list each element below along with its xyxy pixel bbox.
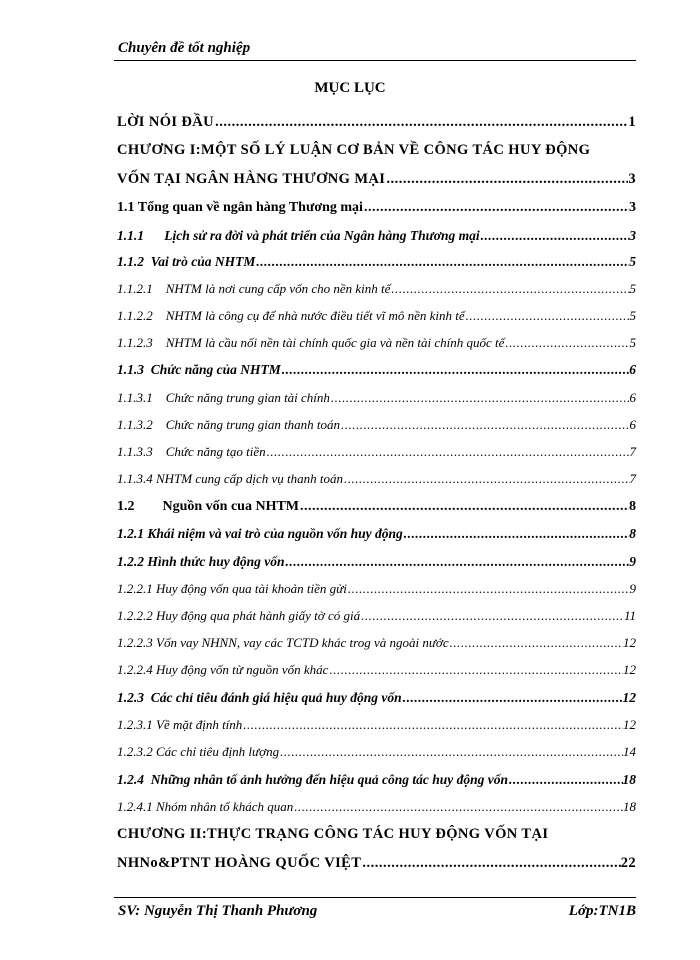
toc-entry-page: 5 (629, 308, 636, 323)
toc-entry[interactable] (117, 738, 636, 766)
toc-entry-page: 6 (629, 390, 636, 405)
toc-dot-leader (343, 465, 629, 493)
toc-entry-page: 18 (622, 772, 636, 787)
toc-entry[interactable] (117, 493, 636, 520)
toc-entry-title: 1.1.1 Lịch sử ra đời và phát triển của Ngân hàng Thương mại (117, 228, 480, 243)
toc-entry-title: 1.2.2.4 Huy động vốn từ nguồn vốn khác (117, 662, 329, 677)
toc-entry[interactable] (117, 356, 636, 384)
toc-dot-leader (330, 384, 630, 411)
toc-dot-leader (285, 548, 630, 575)
toc-dot-leader (279, 738, 623, 766)
toc-dot-leader (293, 793, 623, 820)
toc-entry-page: 6 (629, 417, 636, 432)
toc-entry-page: 5 (629, 254, 636, 269)
toc-dot-leader (465, 302, 630, 329)
toc-entry-page: 9 (629, 581, 636, 596)
toc-entry[interactable] (117, 108, 636, 136)
toc-entry-page: 5 (629, 281, 636, 296)
toc-entry[interactable] (117, 222, 636, 249)
toc-entry-title: 1.1.3.1 Chức năng trung gian tài chính (117, 390, 330, 405)
toc-entry[interactable] (117, 302, 636, 329)
toc-entry-title: LỜI NÓI ĐẦU (117, 114, 215, 130)
toc-entry-page: 14 (623, 744, 636, 759)
toc-entry-page: 12 (622, 690, 636, 705)
toc-entry-page: 8 (629, 526, 636, 541)
toc-dot-leader (390, 275, 629, 302)
toc-entry[interactable] (117, 820, 636, 849)
toc-entry-title: 1.2.2.3 Vốn vay NHNN, vay các TCTD khác trog và ngoài nước (117, 635, 449, 650)
toc-entry[interactable] (117, 384, 636, 411)
toc-entry[interactable] (117, 520, 636, 548)
toc-entry-page: 3 (629, 200, 636, 215)
toc-dot-leader (449, 629, 623, 656)
toc-entry-title: 1.1.3.4 NHTM cung cấp dịch vụ thanh toán (117, 471, 344, 486)
toc-entry-page: 18 (623, 799, 636, 814)
toc-entry-title: 1.2.2.2 Huy động qua phát hành giấy tờ có giá (117, 608, 361, 623)
toc-entry[interactable] (117, 684, 636, 711)
toc-entry-page: 7 (629, 444, 636, 459)
table-of-contents (117, 108, 636, 878)
toc-entry-title: CHƯƠNG I:MỘT SỐ LÝ LUẬN CƠ BẢN VỀ CÔNG TÁC HUY ĐỘNG (117, 142, 591, 158)
toc-dot-leader (281, 356, 630, 384)
header-rule (114, 60, 636, 61)
toc-entry-title: 1.1 Tổng quan về ngân hàng Thương mại (117, 200, 363, 215)
toc-entry-page: 12 (623, 717, 636, 732)
toc-dot-leader (402, 684, 623, 711)
toc-entry-page: 9 (629, 554, 636, 569)
toc-entry-title: 1.2.3.1 Về mặt định tính (117, 717, 243, 732)
toc-entry-title: 1.1.3 Chức năng của NHTM (117, 362, 281, 377)
toc-entry-page: 5 (629, 335, 636, 350)
toc-entry[interactable] (117, 165, 636, 194)
toc-entry-page: 1 (628, 114, 636, 130)
footer-student-name: SV: Nguyễn Thị Thanh Phương (118, 903, 318, 919)
toc-heading: MỤC LỤC (314, 80, 386, 96)
toc-dot-leader (504, 329, 629, 356)
toc-entry[interactable] (117, 275, 636, 302)
toc-dot-leader (214, 108, 628, 136)
toc-entry[interactable] (117, 249, 636, 275)
toc-entry[interactable] (117, 136, 636, 165)
toc-dot-leader (242, 711, 623, 738)
toc-entry[interactable] (117, 766, 636, 793)
toc-entry-title: 1.1.2.3 NHTM là cầu nối nền tài chính quốc gia và nền tài chính quốc tế (117, 335, 505, 350)
toc-dot-leader (328, 656, 623, 684)
toc-entry[interactable] (117, 629, 636, 656)
toc-dot-leader (363, 194, 629, 222)
toc-entry[interactable] (117, 711, 636, 738)
toc-dot-leader (403, 520, 629, 548)
toc-entry-title: 1.2.2 Hình thức huy động vốn (117, 554, 285, 569)
toc-dot-leader (255, 249, 629, 275)
toc-dot-leader (361, 849, 620, 878)
footer-rule (114, 897, 636, 898)
toc-dot-leader (340, 411, 629, 438)
toc-dot-leader (480, 222, 630, 249)
toc-entry-title: 1.2.4 Những nhân tố ảnh hưởng đến hiệu quả công tác huy động vốn (117, 772, 509, 787)
document-header-title: Chuyên đề tốt nghiệp (118, 40, 251, 56)
toc-entry[interactable] (117, 411, 636, 438)
toc-entry-page: 11 (623, 608, 636, 623)
toc-entry[interactable] (117, 548, 636, 575)
toc-dot-leader (360, 602, 624, 629)
toc-entry-page: 22 (620, 855, 636, 871)
toc-entry-title: 1.2.3 Các chỉ tiêu đánh giá hiệu quả huy động vốn (117, 690, 402, 705)
toc-entry-title: CHƯƠNG II:THỰC TRẠNG CÔNG TÁC HUY ĐỘNG VỐN TẠI (117, 826, 549, 842)
toc-entry-title: 1.2.4.1 Nhóm nhân tố khách quan (117, 799, 294, 814)
toc-entry[interactable] (117, 849, 636, 878)
toc-entry[interactable] (117, 194, 636, 222)
toc-entry-page: 8 (629, 499, 636, 514)
toc-entry-title: 1.1.2.2 NHTM là công cụ để nhà nước điều tiết vĩ mô nền kinh tế (117, 308, 465, 323)
toc-entry-page: 12 (623, 662, 636, 677)
toc-entry-title: 1.1.2.1 NHTM là nơi cung cấp vốn cho nền kinh tế (117, 281, 391, 296)
toc-entry-title: 1.1.2 Vai trò của NHTM (117, 254, 256, 269)
toc-entry-page: 7 (629, 471, 636, 486)
toc-entry-title: 1.1.3.2 Chức năng trung gian thanh toán (117, 417, 341, 432)
toc-entry-page: 3 (629, 228, 636, 243)
toc-entry[interactable] (117, 438, 636, 465)
toc-entry[interactable] (117, 465, 636, 493)
toc-entry[interactable] (117, 575, 636, 602)
toc-entry-page: 3 (628, 171, 636, 187)
toc-entry-page: 12 (623, 635, 636, 650)
toc-entry-page: 6 (629, 362, 636, 377)
toc-entry[interactable] (117, 602, 636, 629)
toc-entry-title: 1.2 Nguồn vốn cua NHTM (117, 499, 300, 514)
toc-entry-title: 1.2.2.1 Huy động vốn qua tài khoản tiền gửi (117, 581, 347, 596)
toc-dot-leader (385, 165, 628, 194)
footer-class: Lớp:TN1B (568, 903, 636, 919)
toc-dot-leader (299, 493, 629, 520)
toc-entry-title: 1.2.3.2 Các chỉ tiêu định lượng (117, 744, 280, 759)
toc-entry-title: 1.2.1 Khái niệm và vai trò của nguồn vốn huy động (117, 526, 403, 541)
toc-entry-title: NHNo&PTNT HOÀNG QUỐC VIỆT (117, 855, 362, 871)
toc-dot-leader (347, 575, 630, 602)
toc-entry-title: VỐN TẠI NGÂN HÀNG THƯƠNG MẠI (117, 171, 386, 187)
toc-dot-leader (508, 766, 622, 793)
toc-entry[interactable] (117, 329, 636, 356)
toc-dot-leader (266, 438, 630, 465)
toc-entry[interactable] (117, 793, 636, 820)
toc-entry[interactable] (117, 656, 636, 684)
toc-entry-title: 1.1.3.3 Chức năng tạo tiền (117, 444, 266, 459)
